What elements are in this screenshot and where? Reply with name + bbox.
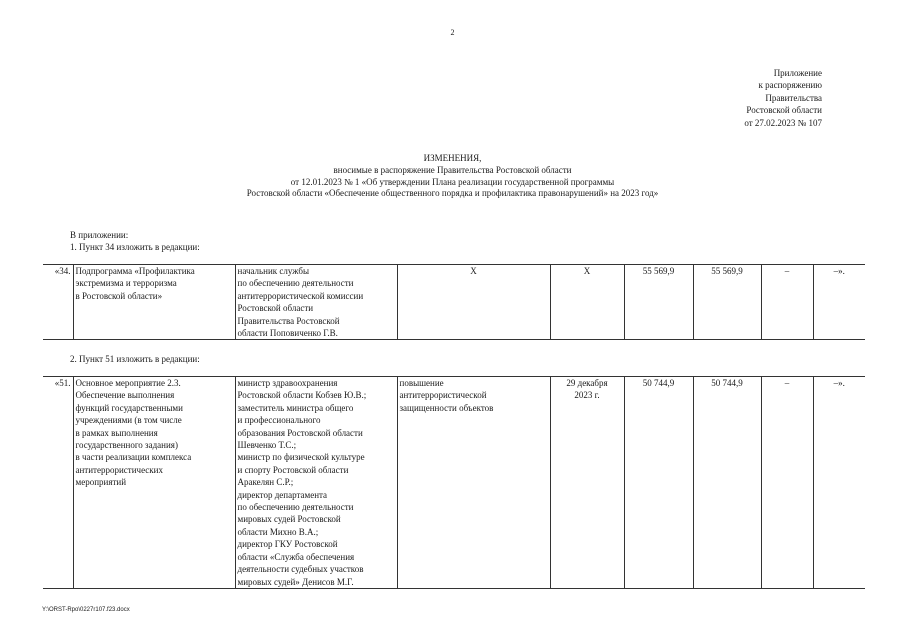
approval-line: Правительства xyxy=(765,92,822,103)
cell-line: Шевченко Т.С.; xyxy=(237,440,297,451)
cell-name xyxy=(73,265,235,340)
cell-line: государственного задания) xyxy=(75,440,178,451)
cell-line: начальник службы xyxy=(237,266,309,276)
cell-value-4: –». xyxy=(833,266,845,276)
cell-date xyxy=(550,377,624,589)
cell-line: образования Ростовской области xyxy=(237,427,363,438)
cell-line: по обеспечению деятельности xyxy=(237,502,354,513)
cell-line: мировых судей Ростовской xyxy=(237,514,341,525)
cell-line: антитеррористической комиссии xyxy=(237,290,364,301)
cell-line: по обеспечению деятельности xyxy=(237,278,354,289)
cell-line: Основное мероприятие 2.3. xyxy=(75,378,181,388)
cell-line: защищенности объектов xyxy=(399,402,494,413)
intro-line: В приложении: xyxy=(70,230,129,240)
cell-line: Ростовской области Кобзев Ю.В.; xyxy=(237,390,367,401)
cell-line: 29 декабря xyxy=(566,378,608,388)
intro-point-34: 1. Пункт 34 изложить в редакции: xyxy=(70,242,200,252)
cell-line: Подпрограмма «Профилактика xyxy=(75,266,195,276)
cell-line: области «Служба обеспечения xyxy=(237,551,355,562)
cell-line: Аракелян С.Р.; xyxy=(237,477,294,488)
cell-number: «51. xyxy=(43,377,73,589)
heading-line: Ростовской области «Обеспечение общественного порядка и профилактика правонарушений» на 2023 год» xyxy=(246,188,659,199)
cell-line: заместитель министра общего xyxy=(237,402,354,413)
table-point-34 xyxy=(43,264,865,340)
approval-block xyxy=(622,67,822,129)
cell-executor xyxy=(235,265,397,340)
cell-line: Обеспечение выполнения xyxy=(75,390,175,401)
heading-title: ИЗМЕНЕНИЯ, xyxy=(423,153,482,163)
heading-line: от 12.01.2023 № 1 «Об утверждении Плана реализации государственной программы xyxy=(290,176,615,187)
cell-line: антитеррористических xyxy=(75,464,163,475)
cell-line: Ростовской области xyxy=(237,303,314,314)
cell-line: антитеррористической xyxy=(399,390,487,401)
cell-line: 2023 г. xyxy=(574,390,600,401)
file-path-footer: Y:\ORST-Rpo\0227r107.f23.docx xyxy=(42,607,130,613)
cell-line: в части реализации комплекса xyxy=(75,452,192,463)
cell-value-1: 50 744,9 xyxy=(624,377,693,589)
cell-line: и профессионального xyxy=(237,415,321,426)
cell-value-2: 55 569,9 xyxy=(693,265,761,340)
approval-line: Ростовской области xyxy=(746,105,822,116)
table-row xyxy=(43,377,865,589)
table-point-51 xyxy=(43,376,865,589)
cell-value-4: –». xyxy=(833,378,845,388)
cell-executor xyxy=(235,377,397,589)
intro-point-51: 2. Пункт 51 изложить в редакции: xyxy=(70,354,200,364)
cell-line: в Ростовской области» xyxy=(75,290,163,301)
heading-line: вносимые в распоряжение Правительства Ростовской области xyxy=(333,164,572,175)
document-heading xyxy=(0,153,905,200)
approval-line: к распоряжению xyxy=(758,80,822,91)
cell-line: экстремизма и терроризма xyxy=(75,278,177,289)
cell-value-1: 55 569,9 xyxy=(624,265,693,340)
cell-line: деятельности судебных участков xyxy=(237,564,364,575)
cell-line: Правительства Ростовской xyxy=(237,315,340,326)
cell-date: X xyxy=(550,265,624,340)
cell-line: в рамках выполнения xyxy=(75,427,158,438)
cell-line: директор ГКУ Ростовской xyxy=(237,539,338,550)
cell-line: повышение xyxy=(399,378,444,388)
cell-line: и спорту Ростовской области xyxy=(237,464,349,475)
cell-line: министр по физической культуре xyxy=(237,452,365,463)
cell-line: мировых судей» Денисов М.Г. xyxy=(237,576,354,587)
cell-line: функций государственными xyxy=(75,402,183,413)
cell-line: учреждениями (в том числе xyxy=(75,415,182,426)
cell-line: мероприятий xyxy=(75,477,127,488)
approval-line: от 27.02.2023 № 107 xyxy=(744,117,822,128)
cell-line: области Поповиченко Г.В. xyxy=(237,328,338,339)
cell-number: «34. xyxy=(43,265,73,340)
cell-value-3: – xyxy=(761,377,813,589)
table-row xyxy=(43,265,865,340)
cell-line: министр здравоохранения xyxy=(237,378,338,388)
cell-value-2: 50 744,9 xyxy=(693,377,761,589)
cell-result: X xyxy=(397,265,550,340)
approval-line: Приложение xyxy=(773,68,822,78)
cell-line: директор департамента xyxy=(237,489,328,500)
cell-result xyxy=(397,377,550,589)
cell-line: области Михно В.А.; xyxy=(237,526,319,537)
cell-name xyxy=(73,377,235,589)
page-number: 2 xyxy=(450,28,455,37)
cell-value-3: – xyxy=(761,265,813,340)
